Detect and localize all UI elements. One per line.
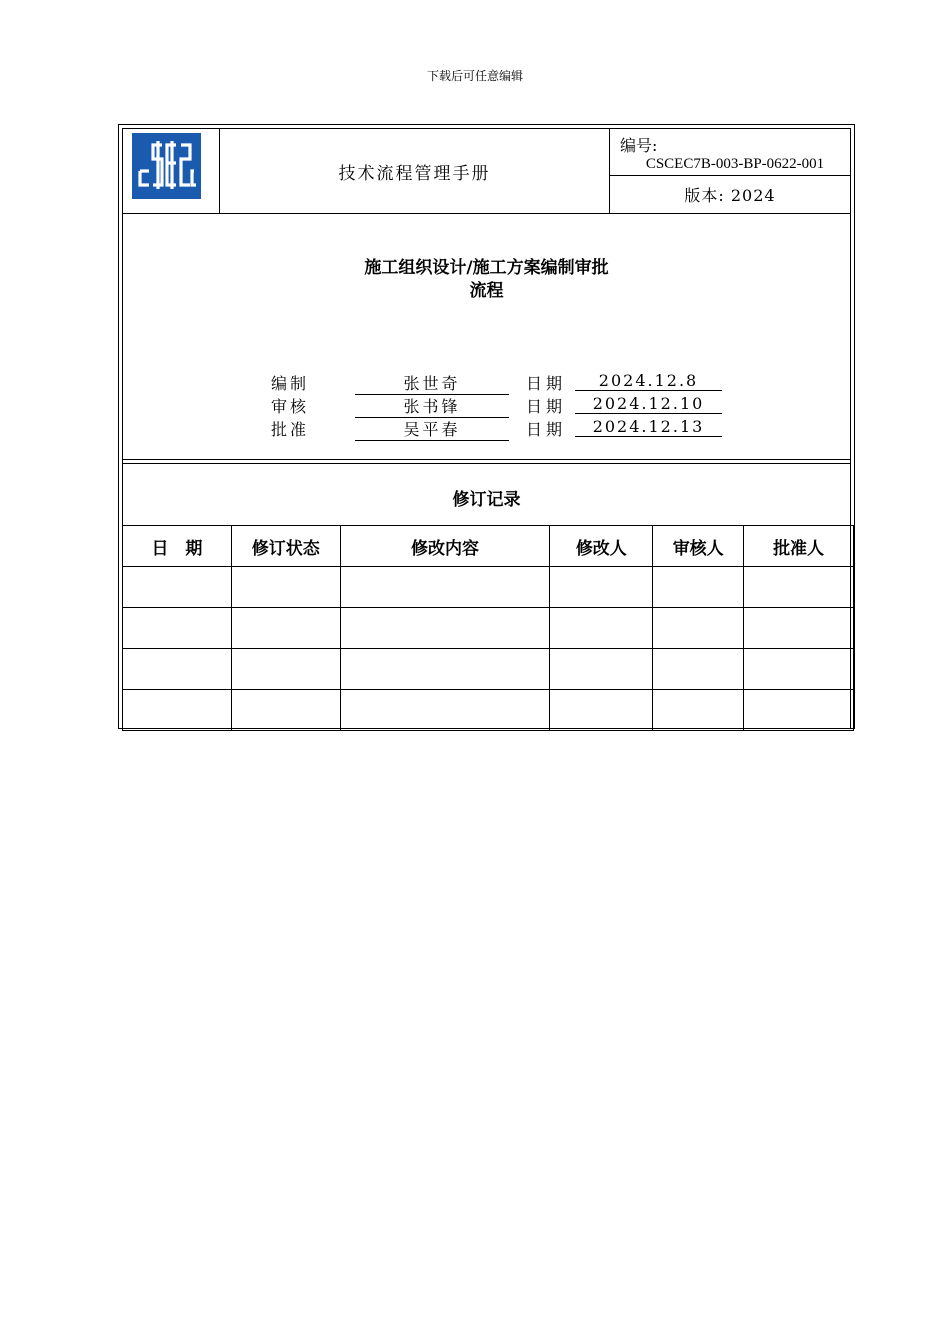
version: 版本: 2024 xyxy=(684,186,776,205)
signature-row-compile xyxy=(123,371,850,393)
table-cell xyxy=(744,608,854,649)
header-content: 修改内容 xyxy=(340,526,550,567)
section-divider xyxy=(123,459,850,464)
table-cell xyxy=(550,690,653,731)
header-approver: 批准人 xyxy=(744,526,854,567)
signature-role: 审核 xyxy=(271,397,310,416)
revision-header-row xyxy=(123,526,854,567)
document-frame xyxy=(118,124,855,729)
document-inner-frame xyxy=(122,128,851,729)
signature-name: 张世奇 xyxy=(355,371,509,395)
table-cell xyxy=(340,608,550,649)
header-modifier: 修改人 xyxy=(550,526,653,567)
table-cell xyxy=(550,567,653,608)
revision-table xyxy=(122,525,854,731)
table-cell xyxy=(653,649,744,690)
table-row xyxy=(123,649,854,690)
signature-role: 编制 xyxy=(271,374,310,393)
signature-role: 批准 xyxy=(271,420,310,439)
signature-date: 2024.12.13 xyxy=(575,417,722,437)
signature-date: 2024.12.8 xyxy=(575,371,722,391)
table-cell xyxy=(231,608,340,649)
table-row xyxy=(123,567,854,608)
revision-title: 修订记录 xyxy=(452,490,521,510)
table-cell xyxy=(653,690,744,731)
signature-row-approve xyxy=(123,417,850,439)
code-value: CSCEC7B-003-BP-0622-001 xyxy=(645,156,825,172)
signature-date-label: 日期 xyxy=(526,420,567,439)
header-date: 日 期 xyxy=(123,526,232,567)
table-cell xyxy=(744,690,854,731)
document-title-line2: 流程 xyxy=(469,281,504,301)
signature-row-review xyxy=(123,394,850,416)
manual-title: 技术流程管理手册 xyxy=(220,129,610,213)
document-title xyxy=(123,257,850,303)
table-cell xyxy=(653,567,744,608)
table-cell xyxy=(123,567,232,608)
table-row xyxy=(123,608,854,649)
signature-date-label: 日期 xyxy=(526,397,567,416)
signature-name: 吴平春 xyxy=(355,417,509,441)
table-cell xyxy=(231,690,340,731)
top-note: 下载后可任意编辑 xyxy=(426,69,523,83)
table-cell xyxy=(340,649,550,690)
header-reviewer: 审核人 xyxy=(653,526,744,567)
table-cell xyxy=(744,649,854,690)
table-cell xyxy=(340,690,550,731)
signature-date-label: 日期 xyxy=(526,374,567,393)
table-cell xyxy=(550,649,653,690)
signature-date: 2024.12.10 xyxy=(575,394,722,414)
table-cell xyxy=(123,690,232,731)
table-cell xyxy=(123,649,232,690)
cscec-logo-icon xyxy=(132,133,201,199)
table-cell xyxy=(340,567,550,608)
table-cell xyxy=(653,608,744,649)
code-label: 编号: xyxy=(620,136,658,155)
document-code-cell xyxy=(610,129,850,176)
header-divider xyxy=(123,213,850,214)
logo-cell xyxy=(123,129,220,213)
table-row xyxy=(123,690,854,731)
document-title-line1: 施工组织设计/施工方案编制审批 xyxy=(364,258,609,278)
table-cell xyxy=(744,567,854,608)
table-cell xyxy=(123,608,232,649)
table-cell xyxy=(550,608,653,649)
signature-name: 张书锋 xyxy=(355,394,509,418)
table-cell xyxy=(231,567,340,608)
header-status: 修订状态 xyxy=(231,526,340,567)
table-cell xyxy=(231,649,340,690)
